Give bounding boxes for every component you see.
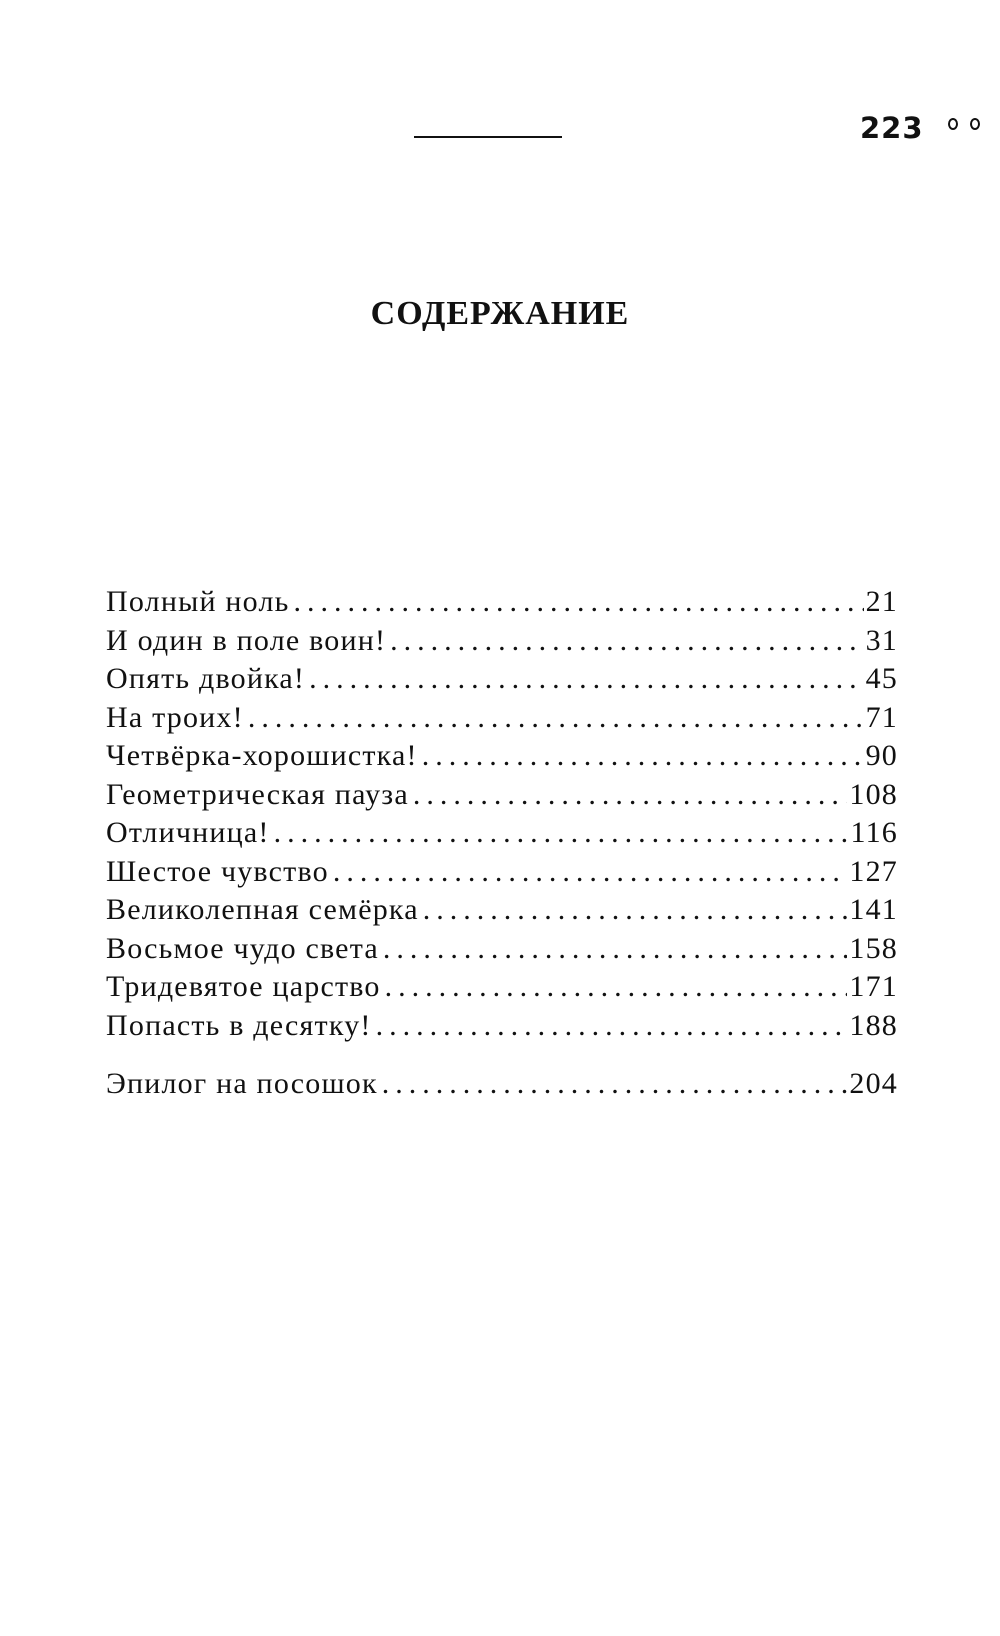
toc-entry-title: Шестое чувство bbox=[106, 854, 329, 888]
toc-entry[interactable] bbox=[106, 968, 898, 1007]
table-of-contents bbox=[106, 583, 898, 1104]
toc-entry-title: Попасть в десятку! bbox=[106, 1008, 372, 1042]
toc-entry[interactable] bbox=[106, 699, 898, 738]
toc-entry-title: Восьмое чудо света bbox=[106, 931, 379, 965]
toc-entry-title: Тридевятое царство bbox=[106, 970, 381, 1003]
toc-entry-page: 90 bbox=[865, 739, 898, 772]
toc-entry[interactable] bbox=[106, 737, 898, 776]
dot-leader bbox=[383, 930, 847, 968]
toc-entry-page: 108 bbox=[849, 777, 898, 811]
dot-leader bbox=[248, 699, 864, 737]
toc-entry-page: 171 bbox=[849, 970, 898, 1003]
dot-leader bbox=[309, 660, 863, 698]
dot-leader bbox=[274, 814, 849, 852]
dot-leader bbox=[422, 737, 864, 775]
toc-entry-title: На троих! bbox=[106, 700, 244, 734]
toc-entry-page: 21 bbox=[865, 585, 898, 618]
dot-leader bbox=[294, 583, 864, 621]
ornament-circle-icon bbox=[948, 118, 958, 130]
page-number: 223 bbox=[860, 111, 924, 145]
toc-entry-title: Четвёрка-хорошистка! bbox=[106, 739, 418, 772]
dot-leader bbox=[390, 622, 863, 660]
dot-leader bbox=[423, 891, 848, 929]
toc-entry-title: Геометрическая пауза bbox=[106, 777, 409, 811]
toc-entry-title: Полный ноль bbox=[106, 585, 290, 618]
toc-entry-page: 204 bbox=[849, 1067, 898, 1100]
dot-leader bbox=[382, 1065, 848, 1103]
toc-entry[interactable] bbox=[106, 930, 898, 969]
toc-entry-page: 127 bbox=[849, 854, 898, 888]
toc-entry[interactable] bbox=[106, 891, 898, 930]
toc-entry-title: Великолепная семёрка bbox=[106, 893, 419, 926]
dot-leader bbox=[333, 853, 848, 891]
header-rule bbox=[414, 136, 562, 138]
toc-entry[interactable] bbox=[106, 583, 898, 622]
toc-entry-title: Отличница! bbox=[106, 816, 270, 849]
toc-entry-page: 141 bbox=[849, 893, 898, 926]
toc-entry-page: 45 bbox=[865, 662, 898, 695]
dot-leader bbox=[413, 776, 848, 814]
toc-entry-page: 188 bbox=[849, 1008, 898, 1042]
toc-entry-page: 158 bbox=[849, 931, 898, 965]
page-title: СОДЕРЖАНИЕ bbox=[370, 295, 630, 332]
toc-entry[interactable] bbox=[106, 1007, 898, 1046]
toc-entry-page: 31 bbox=[865, 623, 898, 657]
dot-leader bbox=[376, 1007, 848, 1045]
toc-entry-page: 71 bbox=[865, 700, 898, 734]
toc-entry[interactable] bbox=[106, 776, 898, 815]
ornament-icon bbox=[948, 118, 980, 130]
toc-entry[interactable] bbox=[106, 622, 898, 661]
toc-entry[interactable] bbox=[106, 660, 898, 699]
toc-entry-title: Опять двойка! bbox=[106, 662, 306, 695]
toc-entry[interactable] bbox=[106, 853, 898, 892]
dot-leader bbox=[385, 968, 848, 1006]
toc-entry-epilogue[interactable] bbox=[106, 1065, 898, 1104]
toc-entry-page: 116 bbox=[850, 816, 898, 849]
ornament-circle-icon bbox=[970, 118, 980, 130]
toc-entry[interactable] bbox=[106, 814, 898, 853]
toc-entry-title: Эпилог на посошок bbox=[106, 1067, 378, 1100]
toc-entry-title: И один в поле воин! bbox=[106, 623, 387, 657]
